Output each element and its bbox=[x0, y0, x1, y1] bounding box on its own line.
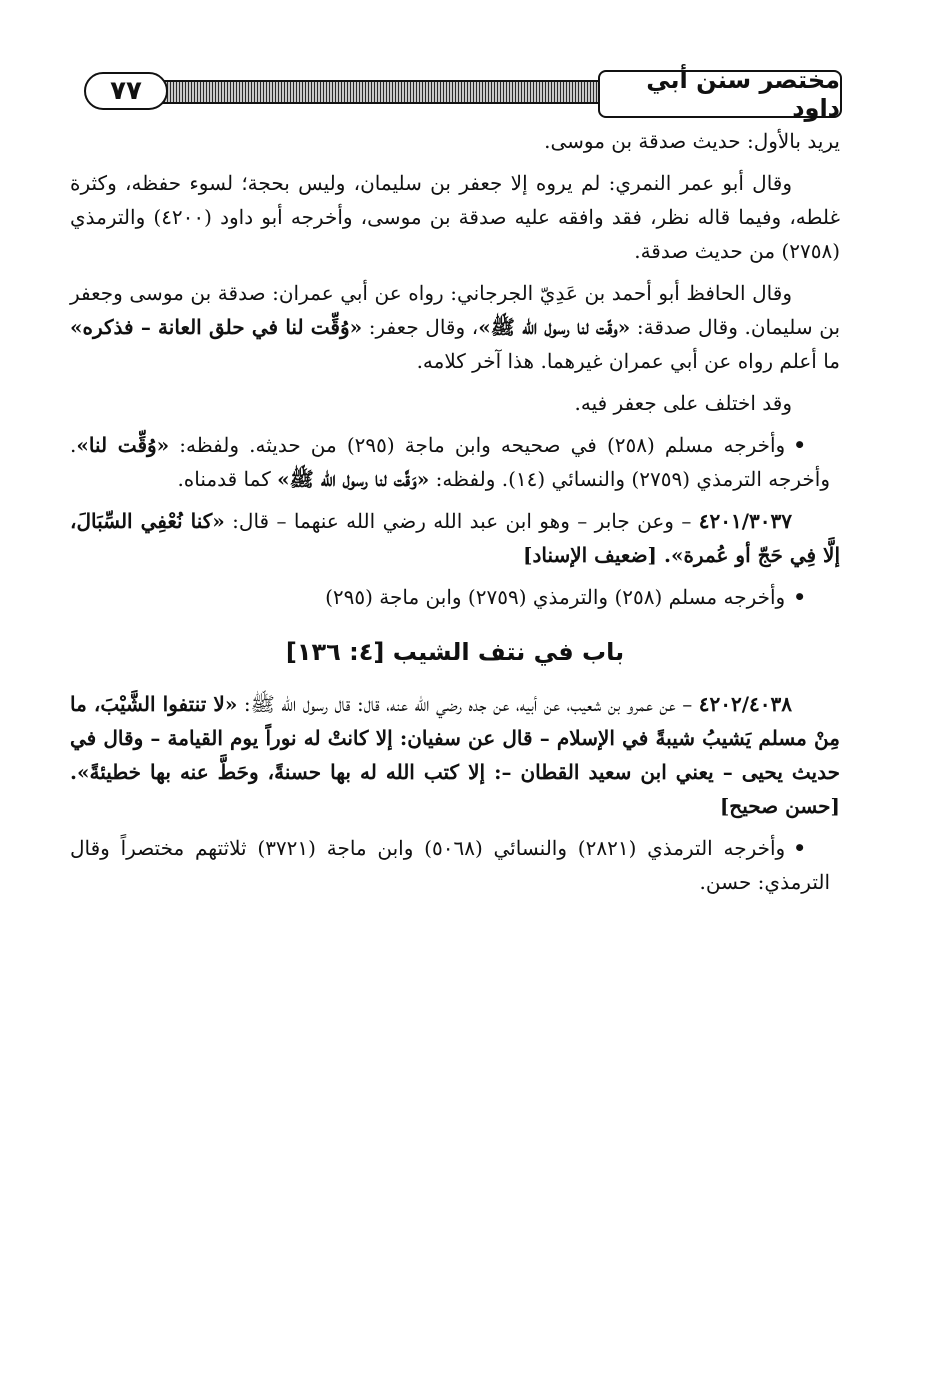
book-title: مختصر سنن أبي داود bbox=[598, 70, 842, 118]
hadith-number: ٤٢٠٢/٤٠٣٨ bbox=[698, 691, 792, 716]
paragraph-1: يريد بالأول: حديث صدقة بن موسى. bbox=[544, 129, 840, 153]
chapter-heading: باب في نتف الشيب [٤: ١٣٦] bbox=[285, 638, 625, 666]
paragraph-2: وقال أبو عمر النمري: لم يروه إلا جعفر بن سليمان، وليس بحجة؛ لسوء حفظه، وكثرة غلطه، وفيما قاله نظر، فقد وافقه عليه صدقة بن موسى، وأخرجه أبو داود (٤٢٠٠) والترمذي (٢٧٥٨) من حديث صدقة. bbox=[70, 171, 840, 263]
paragraph-3-text-3: ما أعلم رواه عن أبي عمران غيرهما. هذا آخر كلامه. bbox=[416, 349, 840, 373]
hadith-4202-grade: . [حسن صحيح] bbox=[70, 759, 840, 818]
header-decorative-rule bbox=[158, 80, 606, 104]
page-number: ٧٧ bbox=[84, 72, 168, 110]
takhrij-2-text: وأخرجه مسلم (٢٥٨) والترمذي (٢٧٥٩) وابن ماجة (٢٩٥) bbox=[325, 585, 786, 609]
hadith-number: ٤٢٠١/٣٠٣٧ bbox=[698, 509, 792, 533]
bullet-icon: • bbox=[793, 585, 806, 609]
bullet-icon: • bbox=[793, 835, 806, 860]
takhrij-1-text: وأخرجه مسلم (٢٥٨) في صحيحه وابن ماجة (٢٩٥) من حديثه. ولفظه: bbox=[169, 433, 786, 457]
takhrij-1-text-2: . وأخرجه الترمذي (٢٧٥٩) والنسائي (١٤). ولفظه: bbox=[70, 433, 830, 491]
takhrij-3-text: وأخرجه الترمذي (٢٨٢١) والنسائي (٥٠٦٨) وابن ماجة (٣٧٢١) ثلاثتهم مختصراً وقال الترمذي: حسن. bbox=[70, 835, 830, 894]
takhrij-2 bbox=[70, 580, 840, 614]
quote-jafar: «وُقِّت لنا في حلق العانة – فذكره» bbox=[70, 315, 363, 339]
hadith-4202-isnad: – عن عمرو بن شعيب، عن أبيه، عن جده رضي الله عنه، قال: قال رسول الله ﷺ: bbox=[237, 691, 699, 716]
paragraph-3-text-2: ، وقال جعفر: bbox=[362, 315, 479, 339]
takhrij-1 bbox=[70, 428, 840, 496]
paragraph-3-text: وقال الحافظ أبو أحمد بن عَدِيّ الجرجاني: رواه عن أبي عمران: صدقة بن موسى وجعفر بن سليمان. وقال صدقة: bbox=[70, 281, 841, 339]
bullet-icon: • bbox=[793, 433, 807, 457]
takhrij-3 bbox=[70, 831, 840, 899]
hadith-4201-grade: . [ضعيف الإسناد] bbox=[523, 543, 671, 567]
quote-muslim: «وُقِّت لنا» bbox=[76, 433, 170, 457]
takhrij-1-text-3: كما قدمناه. bbox=[177, 467, 278, 491]
page-header bbox=[70, 66, 842, 122]
paragraph-3 bbox=[70, 276, 840, 378]
hadith-4202 bbox=[70, 687, 840, 823]
paragraph-4: وقد اختلف على جعفر فيه. bbox=[574, 391, 792, 415]
quote-tirmidhi: «وَقَّت لنا رسول الله ﷺ» bbox=[277, 467, 430, 491]
hadith-4201-matn: «كنا نُعْفِي السِّبَالَ، إلَّا فِي حَجّ أو عُمرة» bbox=[70, 509, 840, 567]
hadith-4201 bbox=[70, 504, 840, 572]
hadith-4201-isnad: – وعن جابر – وهو ابن عبد الله رضي الله عنهما – قال: bbox=[224, 509, 699, 533]
quote-sadaqa: «وقّت لنا رسول الله ﷺ» bbox=[478, 315, 631, 339]
hadith-4202-matn: «لا تنتفوا الشَّيْبَ، ما مِنْ مسلم يَشيبُ شيبةً في الإسلام – قال عن سفيان: إلا كانتْ له نوراً يوم القيامة – وقال في حديث يحيى – يعني ابن سعيد القطان –: إلا كتب الله له بها حسنةً، وحَطَّ عنه بها خطيئةً» bbox=[70, 691, 840, 784]
page-body bbox=[70, 124, 840, 907]
